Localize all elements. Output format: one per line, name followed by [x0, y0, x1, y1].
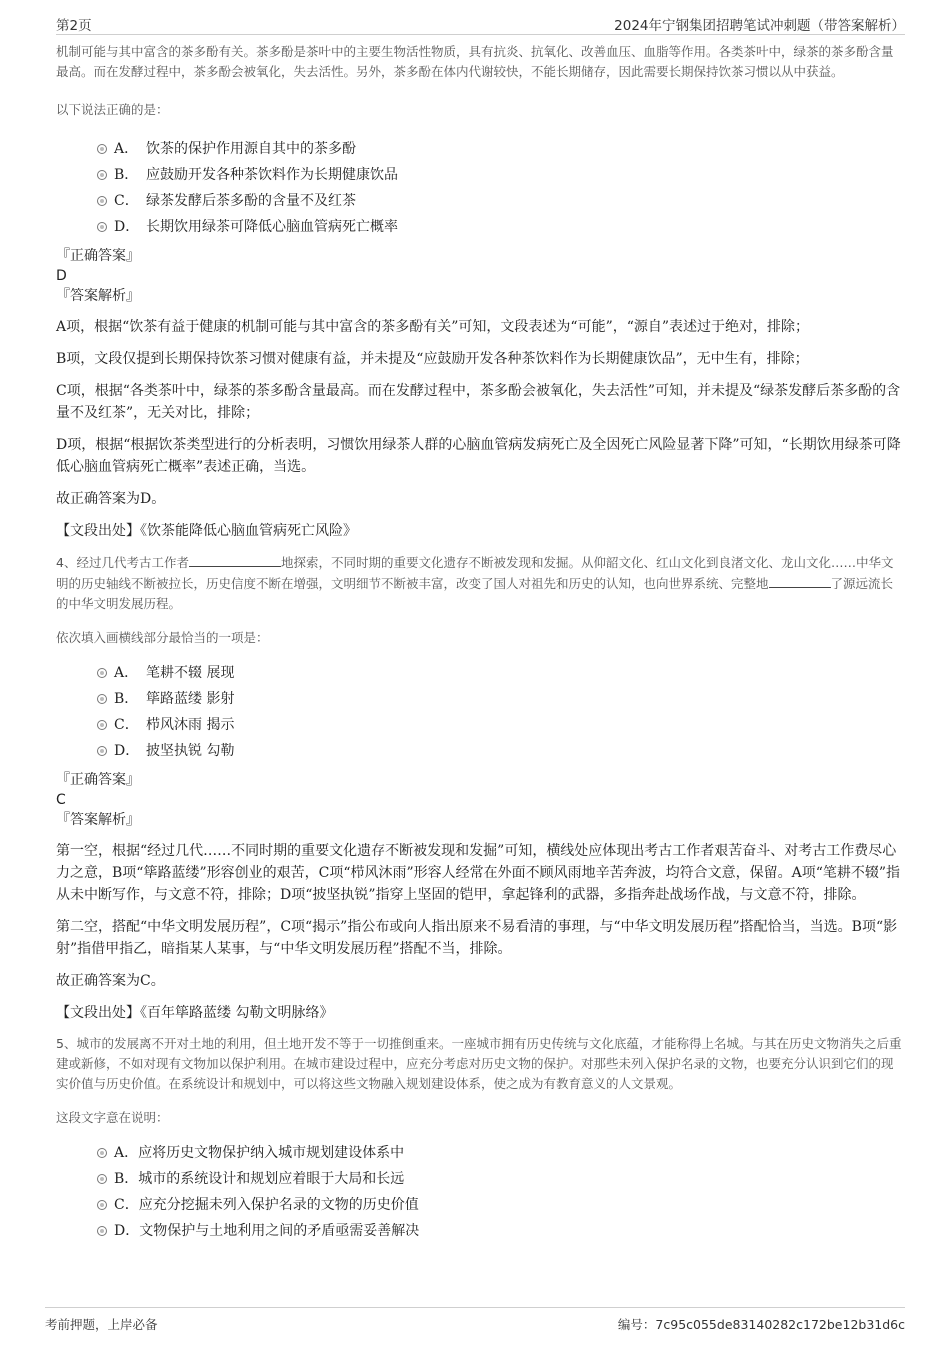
q3-analysis-d: D项，根据“根据饮茶类型进行的分析表明，习惯饮用绿茶人群的心脑血管病发病死亡及全因死亡风险显著下降”可知，“长期饮用绿茶可降低心脑血管病死亡概率”表述正确，当选。 [56, 437, 901, 475]
q3-ask: 以下说法正确的是： [56, 102, 169, 117]
radio-icon[interactable] [97, 222, 107, 232]
q4-ask: 依次填入画横线部分最恰当的一项是： [56, 630, 269, 645]
q4-conclusion: 故正确答案为C。 [56, 973, 165, 989]
radio-icon[interactable] [97, 196, 107, 206]
radio-icon[interactable] [97, 668, 107, 678]
q3-options [56, 136, 905, 240]
radio-icon[interactable] [97, 1226, 107, 1236]
document-title: 2024年宁钢集团招聘笔试冲刺题（带答案解析） [614, 18, 905, 34]
q4-analysis-label: 『答案解析』 [56, 812, 140, 828]
radio-icon[interactable] [97, 746, 107, 756]
q5-options [56, 1140, 905, 1244]
q5-ask: 这段文字意在说明： [56, 1110, 169, 1125]
q5-stem: 5、城市的发展离不开对土地的利用，但土地开发不等于一切推倒重来。一座城市拥有历史传统与文化底蕴，才能称得上名城。与其在历史文物消失之后重建或新修，不如对现有文物加以保护利用。在城市建设过程中，应充分考虑对历史文物的保护。对那些未列入保护名录的文物，也要充分认识到它们的现实价值与历史价值。在系统设计和规划中，可以将这些文物融入规划建设体系，使之成为有教育意义的人文景观。 [56, 1036, 902, 1091]
q3-passage: 机制可能与其中富含的茶多酚有关。茶多酚是茶叶中的主要生物活性物质，具有抗炎、抗氧化、改善血压、血脂等作用。各类茶叶中，绿茶的茶多酚含量最高。而在发酵过程中，茶多酚会被氧化，失去活性。另外，茶多酚在体内代谢较快，不能长期储存，因此需要长期保持饮茶习惯以从中获益。 [56, 44, 894, 79]
document-code: 编号：7c95c055de83140282c172be12b31d6c [617, 1317, 905, 1332]
page-number: 第2页 [56, 18, 92, 34]
radio-icon[interactable] [97, 1174, 107, 1184]
q3-answer-label: 『正确答案』 [56, 248, 140, 264]
q5-option-b[interactable]: B．城市的系统设计和规划应着眼于大局和长远 [56, 1166, 905, 1192]
footer-slogan: 考前押题，上岸必备 [45, 1317, 158, 1332]
q3-conclusion: 故正确答案为D。 [56, 491, 166, 507]
q4-answer: C [56, 792, 66, 808]
q3-option-d[interactable]: D． 长期饮用绿茶可降低心脑血管病死亡概率 [56, 214, 905, 240]
q3-option-c[interactable]: C． 绿茶发酵后茶多酚的含量不及红茶 [56, 188, 905, 214]
q5-option-a[interactable]: A．应将历史文物保护纳入城市规划建设体系中 [56, 1140, 905, 1166]
main-content [56, 42, 905, 1244]
page-footer [45, 1307, 905, 1334]
blank-line [189, 552, 281, 567]
page-header [56, 14, 905, 35]
q3-analysis-a: A项，根据“饮茶有益于健康的机制可能与其中富含的茶多酚有关”可知，文段表述为“可能”，“源自”表述过于绝对，排除； [56, 319, 810, 335]
radio-icon[interactable] [97, 144, 107, 154]
q4-option-b[interactable]: B． 筚路蓝缕 影射 [56, 686, 905, 712]
q5-option-c[interactable]: C．应充分挖掘未列入保护名录的文物的历史价值 [56, 1192, 905, 1218]
q3-analysis-b: B项，文段仅提到长期保持饮茶习惯对健康有益，并未提及“应鼓励开发各种茶饮料作为长期健康饮品”，无中生有，排除； [56, 351, 809, 367]
q4-stem: 4、经过几代考古工作者 地探索，不同时期的重要文化遗存不断被发现和发掘。从仰韶文化、红山文化到良渚文化、龙山文化……中华文明的历史轴线不断被拉长，历史信度不断在增强，文明细节不断被丰富，改变了国人对祖先和历史的认知，也向世界系统、完整地 了源远流长的中华文明发展历程。 [56, 552, 905, 614]
q4-answer-label: 『正确答案』 [56, 772, 140, 788]
q5-option-d[interactable]: D．文物保护与土地利用之间的矛盾亟需妥善解决 [56, 1218, 905, 1244]
radio-icon[interactable] [97, 720, 107, 730]
q3-analysis-label: 『答案解析』 [56, 288, 140, 304]
q4-analysis-second: 第二空，搭配“中华文明发展历程”，C项“揭示”指公布或向人指出原来不易看清的事理，与“中华文明发展历程”搭配恰当，当选。B项“影射”指借甲指乙，暗指某人某事，与“中华文明发展历程”搭配不当，排除。 [56, 919, 898, 957]
q4-option-a[interactable]: A． 笔耕不辍 展现 [56, 660, 905, 686]
radio-icon[interactable] [97, 1148, 107, 1158]
q4-source: 【文段出处】《百年筚路蓝缕 勾勒文明脉络》 [56, 1005, 334, 1021]
radio-icon[interactable] [97, 1200, 107, 1210]
q4-options [56, 660, 905, 764]
q4-option-d[interactable]: D． 披坚执锐 勾勒 [56, 738, 905, 764]
q4-option-c[interactable]: C． 栉风沐雨 揭示 [56, 712, 905, 738]
q3-analysis-c: C项，根据“各类茶叶中，绿茶的茶多酚含量最高。而在发酵过程中，茶多酚会被氧化，失去活性”可知，并未提及“绿茶发酵后茶多酚的含量不及红茶”，无关对比，排除； [56, 383, 901, 421]
q3-source: 【文段出处】《饮茶能降低心脑血管病死亡风险》 [56, 523, 357, 539]
q4-analysis-first: 第一空，根据“经过几代……不同时期的重要文化遗存不断被发现和发掘”可知，横线处应体现出考古工作者艰苦奋斗、对考古工作费尽心力之意，B项“筚路蓝缕”形容创业的艰苦，C项“栉风沐雨”形容人经常在外面不顾风雨地辛苦奔波，均符合文意，保留。A项“笔耕不辍”指从未中断写作，与文意不符，排除；D项“披坚执锐”指穿上坚固的铠甲，拿起锋利的武器，多指奔赴战场作战，与文意不符，排除。 [56, 843, 901, 903]
q3-option-a[interactable]: A． 饮茶的保护作用源自其中的茶多酚 [56, 136, 905, 162]
radio-icon[interactable] [97, 170, 107, 180]
q3-option-b[interactable]: B． 应鼓励开发各种茶饮料作为长期健康饮品 [56, 162, 905, 188]
q3-answer: D [56, 268, 67, 284]
blank-line [769, 573, 831, 588]
radio-icon[interactable] [97, 694, 107, 704]
